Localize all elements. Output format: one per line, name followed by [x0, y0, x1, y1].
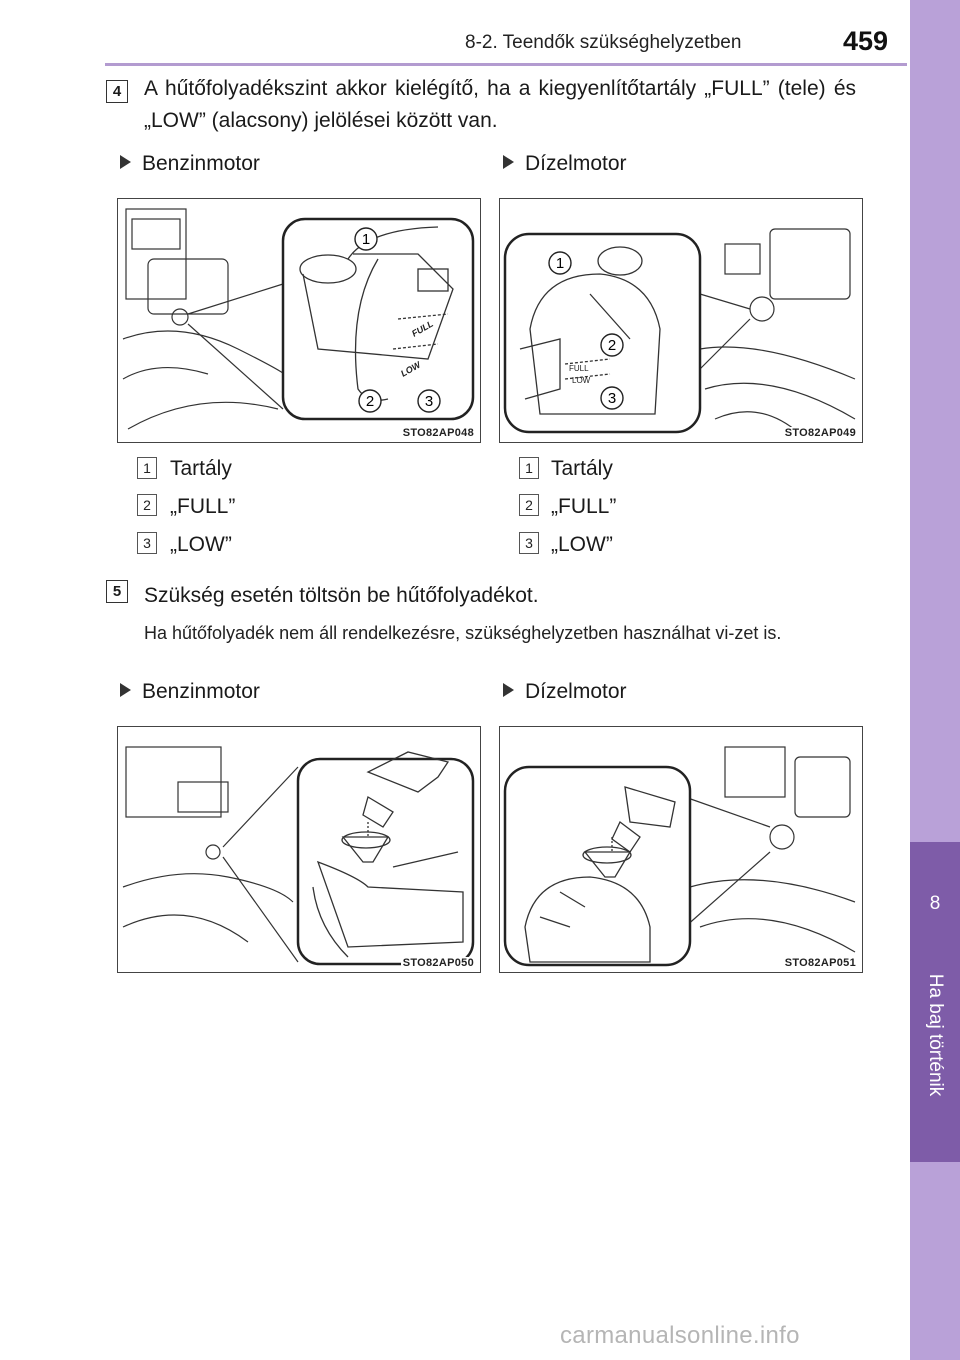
- arrow-right-icon: [120, 155, 131, 169]
- step-number-4: 4: [106, 80, 128, 103]
- figure-code: STO82AP049: [784, 427, 856, 439]
- callout-3: 3: [424, 393, 434, 410]
- chapter-number: 8: [929, 893, 941, 914]
- callout-1: 1: [361, 231, 371, 248]
- figure-gasoline-refill: [117, 726, 481, 973]
- legend-label-2: „FULL”: [551, 495, 617, 518]
- subheading-label: Dízelmotor: [525, 680, 627, 703]
- subheading-gasoline-2: [120, 680, 260, 704]
- arrow-right-icon: [120, 683, 131, 697]
- figure-gasoline-reservoir: [117, 198, 481, 443]
- callout-2: 2: [365, 393, 375, 410]
- legend-badge-3: 3: [519, 532, 539, 554]
- legend-label-2: „FULL”: [170, 495, 236, 518]
- legend-badge-3: 3: [137, 532, 157, 554]
- figure-code: STO82AP048: [402, 427, 474, 439]
- figure-code: STO82AP051: [784, 957, 856, 969]
- legend-label-1: Tartály: [170, 457, 232, 480]
- subheading-label: Dízelmotor: [525, 152, 627, 175]
- figure-diesel-reservoir: [499, 198, 863, 443]
- legend-label-3: „LOW”: [551, 533, 613, 556]
- page-number: 459: [843, 26, 889, 56]
- header-divider: [105, 63, 907, 66]
- engine-bay-illustration: [118, 199, 480, 442]
- watermark: carmanualsonline.info: [560, 1322, 800, 1349]
- subheading-diesel-1: [503, 152, 627, 176]
- figure-diesel-refill: [499, 726, 863, 973]
- legend-badge-2: 2: [137, 494, 157, 516]
- step-5-text: Szükség esetén töltsön be hűtőfolyadékot.: [144, 584, 539, 607]
- step-5-note: Ha hűtőfolyadék nem áll rendelkezésre, szükséghelyzetben használhat vi-zet is.: [144, 623, 782, 643]
- figure-code: STO82AP050: [402, 957, 474, 969]
- arrow-right-icon: [503, 155, 514, 169]
- callout-1: 1: [555, 255, 565, 272]
- marking-low: LOW: [572, 376, 591, 385]
- step-4-text: A hűtőfolyadékszint akkor kielégítő, ha a kiegyenlítőtartály „FULL” (tele) és „LOW” (alacsony) jelölései között van.: [144, 77, 856, 132]
- refill-illustration: [500, 727, 862, 972]
- refill-illustration: [118, 727, 480, 972]
- marking-full: FULL: [410, 318, 435, 339]
- legend-badge-2: 2: [519, 494, 539, 516]
- legend-label-1: Tartály: [551, 457, 613, 480]
- legend-badge-1: 1: [137, 457, 157, 479]
- subheading-gasoline-1: [120, 152, 260, 176]
- step-number-5: 5: [106, 580, 128, 603]
- chapter-title: Ha baj történik: [925, 973, 946, 1097]
- subheading-label: Benzinmotor: [142, 152, 260, 175]
- legend-badge-1: 1: [519, 457, 539, 479]
- section-title: 8-2. Teendők szükséghelyzetben: [465, 32, 742, 53]
- marking-full: FULL: [569, 364, 589, 373]
- subheading-label: Benzinmotor: [142, 680, 260, 703]
- arrow-right-icon: [503, 683, 514, 697]
- callout-2: 2: [607, 337, 617, 354]
- subheading-diesel-2: [503, 680, 627, 704]
- legend-label-3: „LOW”: [170, 533, 232, 556]
- callout-3: 3: [607, 390, 617, 407]
- marking-low: LOW: [399, 359, 423, 379]
- engine-bay-illustration: [500, 199, 862, 442]
